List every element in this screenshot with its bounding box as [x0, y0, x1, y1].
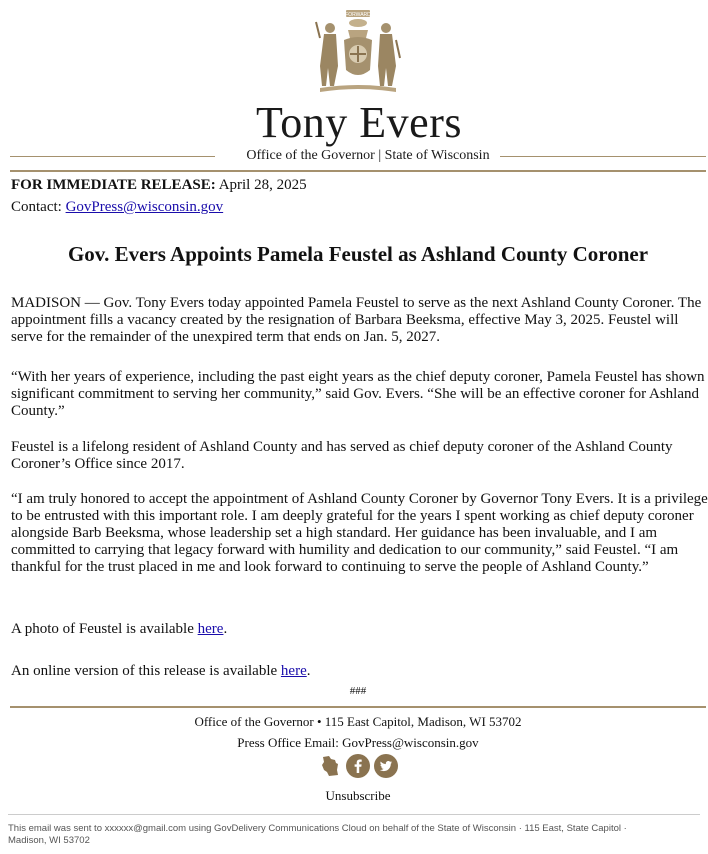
legal-notice: This email was sent to xxxxxx@gmail.com using GovDelivery Communications Cloud on behalf of the State of Wisconsin · 115 East, State Capitol · Madison, WI 53702 [8, 823, 627, 846]
svg-text:FORWARD: FORWARD [345, 12, 371, 18]
contact-email-link[interactable]: GovPress@wisconsin.gov [65, 199, 224, 215]
photo-here-link[interactable]: here [197, 621, 224, 637]
social-links [318, 754, 398, 780]
body-paragraph-3: Feustel is a lifelong resident of Ashland County and has served as chief deputy coroner of the Ashland County Coroner’s Office since 2017. [11, 439, 673, 472]
online-prefix: An online version of this release is available [11, 663, 281, 679]
wisconsin-map-icon[interactable] [318, 754, 342, 778]
facebook-icon[interactable] [346, 754, 370, 778]
release-line [11, 176, 307, 195]
release-label: FOR IMMEDIATE RELEASE: [11, 177, 216, 193]
contact-line [11, 198, 223, 217]
press-release-headline: Gov. Evers Appoints Pamela Feustel as Ashland County Coroner [67, 242, 649, 266]
contact-label: Contact: [11, 199, 62, 215]
photo-availability-line [11, 621, 708, 638]
end-separator: ### [349, 685, 367, 697]
footer-address: Office of the Governor • 115 East Capitol, Madison, WI 53702 [194, 714, 522, 729]
wisconsin-seal-icon [312, 8, 404, 96]
office-subtitle-row [10, 146, 706, 166]
online-suffix: . [306, 663, 311, 679]
office-subtitle: Office of the Governor | State of Wisconsin [246, 148, 490, 163]
footer-press-email: Press Office Email: GovPress@wisconsin.gov [237, 735, 479, 750]
legal-divider [8, 814, 700, 815]
body-paragraph-2: “With her years of experience, including the past eight years as the chief deputy coroner, Pamela Feustel has shown significant commitment to serving her community,” said Gov. Evers. “She will be an effective coroner for Ashland County.” [11, 369, 705, 419]
body-paragraph-4: “I am truly honored to accept the appointment of Ashland County Coroner by Governor Tony Evers. It is a privilege to be entrusted with this important role. I am deeply grateful for the years I spent working as chief deputy coroner alongside Barb Beeksma, whose leadership set a high standard. Her guidance has been invaluable, and I am committed to carrying that legacy forward with humility and dedication to our community,” said Feustel. “I am thankful for the trust placed in me and look forward to continuing to serve the people of Ashland County.” [11, 491, 708, 575]
release-date: April 28, 2025 [218, 177, 307, 193]
subtitle-divider-right [500, 156, 706, 157]
header [0, 0, 708, 175]
online-here-link[interactable]: here [280, 663, 307, 679]
online-version-line [11, 663, 708, 680]
photo-prefix: A photo of Feustel is available [11, 621, 198, 637]
governor-name-logo: Tony Evers [256, 98, 462, 147]
header-divider [10, 170, 706, 172]
photo-suffix: . [223, 621, 228, 637]
unsubscribe-link[interactable]: Unsubscribe [325, 788, 391, 803]
footer-divider [10, 706, 706, 708]
body-paragraph-1: MADISON — Gov. Tony Evers today appointed Pamela Feustel to serve as the next Ashland County Coroner. The appointment fills a vacancy created by the resignation of Barbara Beeksma, effective May 3, 2025. Feustel will serve for the remainder of the unexpired term that ends on Jan. 5, 2027. [11, 295, 702, 345]
twitter-icon[interactable] [374, 754, 398, 778]
